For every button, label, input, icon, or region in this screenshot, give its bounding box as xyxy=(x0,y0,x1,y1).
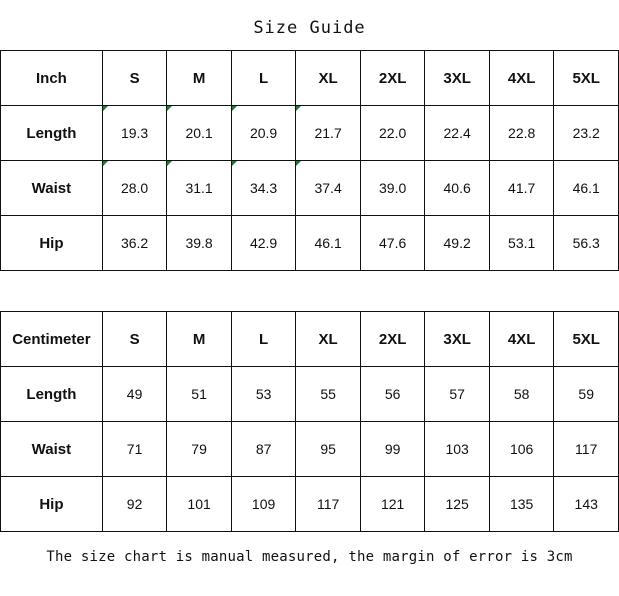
column-header-l: L xyxy=(231,312,296,367)
column-header-4xl: 4XL xyxy=(489,312,554,367)
table-header-row xyxy=(1,312,619,367)
cell-waist-s: 71 xyxy=(102,422,167,477)
cell-hip-5xl: 56.3 xyxy=(554,216,619,271)
cell-waist-2xl: 99 xyxy=(360,422,425,477)
cell-length-l: 20.9 xyxy=(231,106,296,161)
cell-waist-m: 79 xyxy=(167,422,232,477)
column-header-l: L xyxy=(231,51,296,106)
column-header-m: M xyxy=(167,51,232,106)
cell-length-2xl: 56 xyxy=(360,367,425,422)
cell-waist-3xl: 40.6 xyxy=(425,161,490,216)
column-header-3xl: 3XL xyxy=(425,51,490,106)
cell-waist-5xl: 117 xyxy=(554,422,619,477)
cell-hip-5xl: 143 xyxy=(554,477,619,532)
cell-length-m: 20.1 xyxy=(167,106,232,161)
cell-hip-l: 109 xyxy=(231,477,296,532)
cell-hip-s: 92 xyxy=(102,477,167,532)
cell-waist-2xl: 39.0 xyxy=(360,161,425,216)
cell-length-s: 49 xyxy=(102,367,167,422)
cell-waist-4xl: 41.7 xyxy=(489,161,554,216)
column-header-4xl: 4XL xyxy=(489,51,554,106)
cell-waist-l: 34.3 xyxy=(231,161,296,216)
cell-hip-3xl: 125 xyxy=(425,477,490,532)
column-header-5xl: 5XL xyxy=(554,312,619,367)
row-label-hip: Hip xyxy=(1,477,103,532)
cell-waist-m: 31.1 xyxy=(167,161,232,216)
cell-waist-s: 28.0 xyxy=(102,161,167,216)
cell-length-3xl: 22.4 xyxy=(425,106,490,161)
table-row xyxy=(1,477,619,532)
row-label-waist: Waist xyxy=(1,422,103,477)
column-header-xl: XL xyxy=(296,312,361,367)
disclaimer-text: The size chart is manual measured, the margin of error is 3cm xyxy=(46,549,573,565)
table-spacer xyxy=(0,271,619,311)
cell-length-l: 53 xyxy=(231,367,296,422)
centimeter-size-table xyxy=(0,311,619,532)
row-label-hip: Hip xyxy=(1,216,103,271)
row-label-length: Length xyxy=(1,367,103,422)
row-label-length: Length xyxy=(1,106,103,161)
cell-length-xl: 21.7 xyxy=(296,106,361,161)
column-header-2xl: 2XL xyxy=(360,312,425,367)
column-header-5xl: 5XL xyxy=(554,51,619,106)
cell-hip-xl: 117 xyxy=(296,477,361,532)
cell-waist-l: 87 xyxy=(231,422,296,477)
column-header-xl: XL xyxy=(296,51,361,106)
table-row xyxy=(1,161,619,216)
cell-hip-m: 101 xyxy=(167,477,232,532)
cell-waist-3xl: 103 xyxy=(425,422,490,477)
table-row xyxy=(1,216,619,271)
cell-length-3xl: 57 xyxy=(425,367,490,422)
cell-hip-4xl: 53.1 xyxy=(489,216,554,271)
cell-length-4xl: 58 xyxy=(489,367,554,422)
cell-hip-4xl: 135 xyxy=(489,477,554,532)
inch-size-table xyxy=(0,50,619,271)
column-header-3xl: 3XL xyxy=(425,312,490,367)
cell-hip-2xl: 121 xyxy=(360,477,425,532)
column-header-m: M xyxy=(167,312,232,367)
cell-hip-m: 39.8 xyxy=(167,216,232,271)
cell-length-m: 51 xyxy=(167,367,232,422)
cell-waist-4xl: 106 xyxy=(489,422,554,477)
table-row xyxy=(1,422,619,477)
cell-length-4xl: 22.8 xyxy=(489,106,554,161)
cell-length-5xl: 59 xyxy=(554,367,619,422)
centimeter-unit-header: Centimeter xyxy=(1,312,103,367)
page-title: Size Guide xyxy=(253,18,366,38)
cell-hip-s: 36.2 xyxy=(102,216,167,271)
column-header-s: S xyxy=(102,51,167,106)
cell-hip-2xl: 47.6 xyxy=(360,216,425,271)
cell-length-s: 19.3 xyxy=(102,106,167,161)
cell-length-2xl: 22.0 xyxy=(360,106,425,161)
table-header-row xyxy=(1,51,619,106)
table-row xyxy=(1,106,619,161)
row-label-waist: Waist xyxy=(1,161,103,216)
cell-hip-l: 42.9 xyxy=(231,216,296,271)
cell-hip-3xl: 49.2 xyxy=(425,216,490,271)
inch-unit-header: Inch xyxy=(1,51,103,106)
cell-waist-xl: 95 xyxy=(296,422,361,477)
cell-waist-5xl: 46.1 xyxy=(554,161,619,216)
cell-hip-xl: 46.1 xyxy=(296,216,361,271)
cell-length-5xl: 23.2 xyxy=(554,106,619,161)
table-row xyxy=(1,367,619,422)
cell-length-xl: 55 xyxy=(296,367,361,422)
column-header-2xl: 2XL xyxy=(360,51,425,106)
cell-waist-xl: 37.4 xyxy=(296,161,361,216)
column-header-s: S xyxy=(102,312,167,367)
